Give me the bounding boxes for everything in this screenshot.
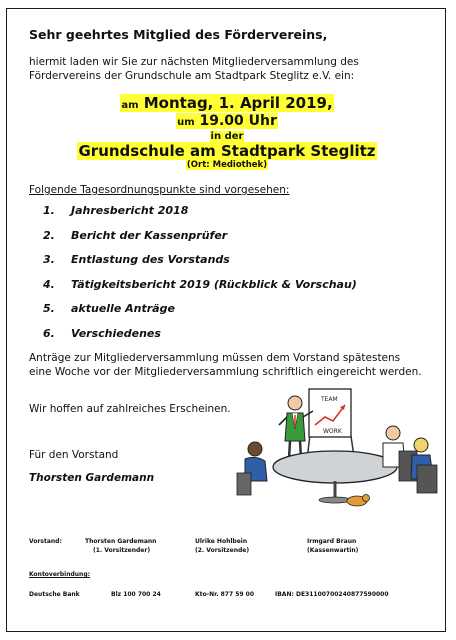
bank-code: Blz 100 700 24 (111, 591, 161, 598)
closing-sentence: Wir hoffen auf zahlreiches Erscheinen. (29, 403, 231, 415)
sleeping-cat (347, 495, 370, 507)
agenda-item: 1. Jahresbericht 2018 (43, 204, 189, 217)
iban: IBAN: DE31100700240877590000 (275, 591, 389, 598)
event-time: 19.00 Uhr (199, 113, 277, 129)
teamwork-meeting-illustration (215, 381, 445, 511)
location-line (7, 142, 447, 160)
board-word-team: TEAM (321, 396, 338, 403)
signer-name: Thorsten Gardemann (29, 472, 155, 484)
location-note-line (7, 160, 447, 170)
event-date: Montag, 1. April 2019, (143, 94, 333, 112)
agenda-heading: Folgende Tagesordnungspunkte sind vorgesehen: (29, 184, 290, 196)
motions-deadline-text: Anträge zur Mitgliederversammlung müssen dem Vorstand spätestens eine Woche vor der Mitgliederversammlung schriftlich eingereicht werden. (29, 352, 422, 378)
board-member: Thorsten Gardemann (1. Vorsitzender) (85, 538, 157, 554)
event-location: Grundschule am Stadtpark Steglitz (78, 142, 376, 160)
seated-person-woman (411, 438, 437, 493)
signature-label: Für den Vorstand (29, 449, 119, 461)
location-intro: in der (210, 131, 244, 142)
board-label: Vorstand: (29, 538, 62, 545)
board-member: Ulrike Hohlbein (2. Vorsitzende) (195, 538, 250, 554)
agenda-item: 2. Bericht der Kassenprüfer (43, 228, 228, 242)
account-heading: Kontoverbindung: (29, 571, 91, 578)
agenda-item: 4. Tätigkeitsbericht 2019 (Rückblick & Vorschau) (43, 277, 357, 291)
agenda-item: 5. aktuelle Anträge (43, 302, 175, 315)
date-prefix: am (121, 100, 139, 111)
location-note: (Ort: Mediothek) (186, 160, 268, 170)
account-number: Kto-Nr. 877 59 00 (195, 591, 255, 598)
bank-name: Deutsche Bank (29, 591, 80, 598)
board-word-work: WORK (323, 428, 342, 435)
board-member: Irmgard Braun (Kassenwartin) (307, 538, 359, 554)
salutation: Sehr geehrtes Mitglied des Fördervereins, (29, 27, 328, 42)
agenda-item: 6. Verschiedenes (43, 326, 161, 340)
agenda-list (43, 204, 357, 351)
meeting-table (273, 451, 397, 483)
time-prefix: um (177, 117, 195, 128)
event-date-line (7, 94, 447, 112)
intro-text: hiermit laden wir Sie zur nächsten Mitgliederversammlung des Fördervereins der Grundschule am Stadtpark Steglitz e.V. ein: (29, 56, 359, 82)
agenda-item: 3. Entlastung des Vorstands (43, 253, 230, 266)
event-time-line (7, 113, 447, 129)
seated-person-left (237, 442, 267, 495)
invitation-letter (6, 8, 446, 632)
location-intro-line (7, 131, 447, 142)
